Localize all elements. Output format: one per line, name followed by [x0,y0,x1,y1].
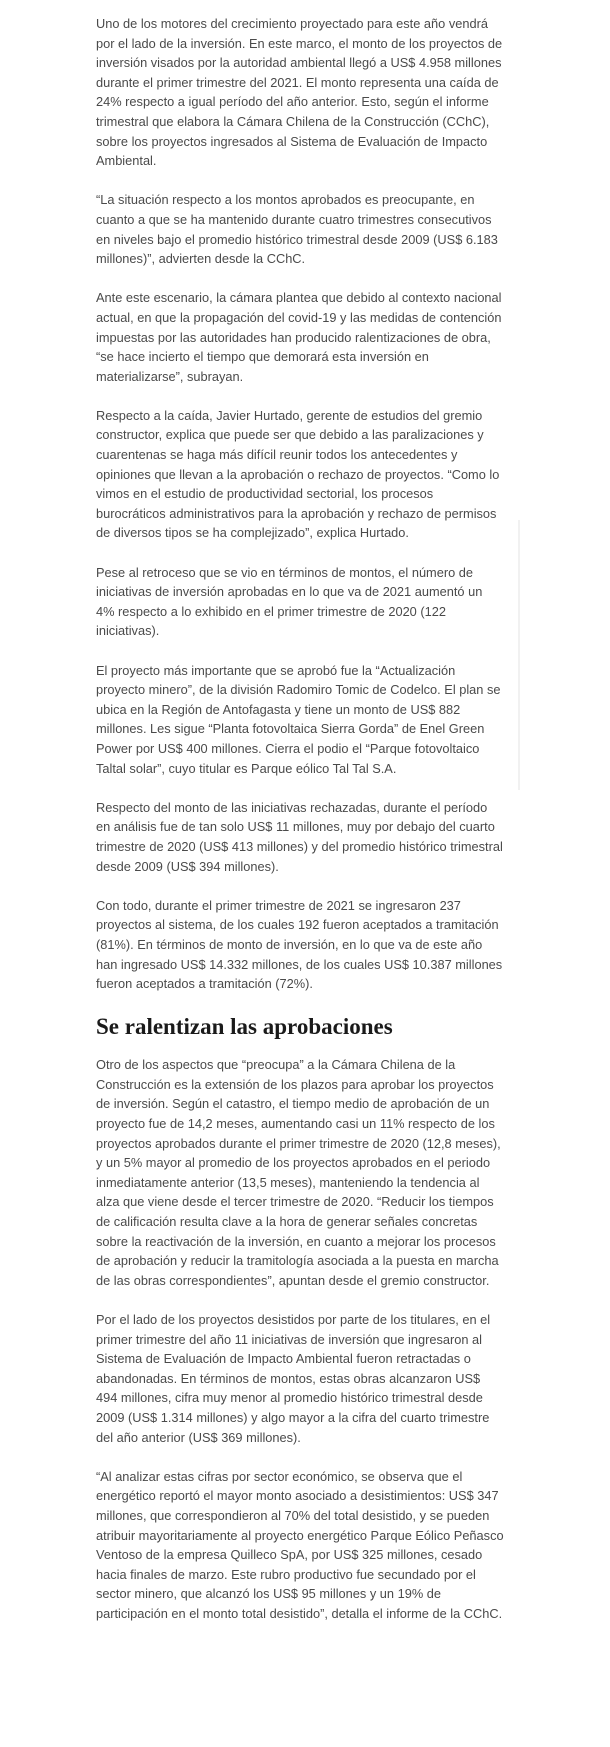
paragraph-intro: Uno de los motores del crecimiento proyectado para este año vendrá por el lado de la inversión. En este marco, el monto de los proyectos de inversión visados por la autoridad ambiental llegó a US$ 4.958 millones durante el primer trimestre del 2021. El monto representa una caída de 24% respecto a igual período del año anterior. Esto, según el informe trimestral que elabora la Cámara Chilena de la Construcción (CChC), sobre los proyectos ingresados al Sistema de Evaluación de Impacto Ambiental. [96,16,503,169]
paragraph-rejected: Respecto del monto de las iniciativas rechazadas, durante el período en análisis fue de tan solo US$ 11 millones, muy por debajo del cuarto trimestre de 2020 (US$ 413 millones) y del promedio histórico trimestral desde 2009 (US$ 394 millones). [96,799,503,874]
paragraph-initiatives-count: Pese al retroceso que se vio en términos de montos, el número de iniciativas de inversión aprobadas en lo que va de 2021 aumentó un 4% respecto a lo exhibido en el primer trimestre de 2020 (122 iniciativas). [96,564,483,639]
article-body [96,14,504,1643]
paragraph-withdrawn: Por el lado de los proyectos desistidos por parte de los titulares, en el primer trimestre del año 11 iniciativas de inversión que ingresaron al Sistema de Evaluación de Impacto Ambiental fueron retractadas o abandonadas. En términos de montos, estas obras alcanzaron US$ 494 millones, cifra muy menor al promedio histórico trimestral desde 2009 (US$ 1.314 millones) y algo mayor a la cifra del cuarto trimestre del año anterior (US$ 369 millones). [96,1312,491,1445]
section-heading: Se ralentizan las aprobaciones [96,1014,393,1040]
paragraph-sector-analysis: “Al analizar estas cifras por sector económico, se observa que el energético reportó el mayor monto asociado a desistimientos: US$ 347 millones, que correspondieron al 70% del total desistido, y se pueden atribuir mayoritariamente al proyecto energético Parque Eólico Peñasco Ventoso de la empresa Quilleco SpA, por US$ 325 millones, cesado hacia finales de marzo. Este rubro productivo fue secundado por el sector minero, que alcanzó los US$ 95 millones y un 19% de participación en el monto total desistido”, detalla el informe de la CChC. [96,1468,504,1621]
side-divider [518,520,520,790]
paragraph-context: Ante este escenario, la cámara plantea que debido al contexto nacional actual, en que la propagación del covid-19 y las medidas de contención impuestas por las autoridades han producido ralentizaciones de obra, “se hace incierto el tiempo que demorará esta inversión en materializarse”, subrayan. [96,290,502,384]
paragraph-totals: Con todo, durante el primer trimestre de 2021 se ingresaron 237 proyectos al sistema, de los cuales 192 fueron aceptados a tramitación (81%). En términos de monto de inversión, en lo que va de este año han ingresado US$ 14.332 millones, de los cuales US$ 10.387 millones fueron aceptados a tramitación (72%). [96,897,503,992]
paragraph-hurtado: Respecto a la caída, Javier Hurtado, gerente de estudios del gremio constructor, explica que puede ser que debido a las paralizaciones y cuarentenas se haga más difícil reunir todos los antecedentes y opiniones que llevan a la aprobación o rechazo de proyectos. “Como lo vimos en el estudio de productividad sectorial, los procesos burocráticos administrativos para la aprobación y rechazo de permisos de diversos tipos se ha complejizado”, explica Hurtado. [96,407,500,541]
paragraph-top-projects: El proyecto más importante que se aprobó fue la “Actualización proyecto minero”, de la división Radomiro Tomic de Codelco. El plan se ubica en la Región de Antofagasta y tiene un monto de US$ 882 millones. Les sigue “Planta fotovoltaica Sierra Gorda” de Enel Green Power por US$ 400 millones. Cierra el podio el “Parque fotovoltaico Taltal solar”, cuyo titular es Parque eólico Tal Tal S.A. [96,662,501,776]
paragraph-approval-times: Otro de los aspectos que “preocupa” a la Cámara Chilena de la Construcción es la extensión de los plazos para aprobar los proyectos de inversión. Según el catastro, el tiempo medio de aprobación de un proyecto fue de 14,2 meses, aumentando casi un 11% respecto de los proyectos aprobados durante el primer trimestre de 2020 (12,8 meses), y un 5% mayor al promedio de los proyectos aprobados en el periodo inmediatamente anterior (13,5 meses), manteniendo la tendencia al alza que viene desde el tercer trimestre de 2020. “Reducir los tiempos de calificación resulta clave a la hora de generar señales concretas sobre la reactivación de la inversión, en cuanto a mejorar los procesos de aprobación y reducir la tramitología asociada a la puesta en marcha de las obras correspondientes”, apuntan desde el gremio constructor. [96,1057,501,1288]
paragraph-quote-situation: “La situación respecto a los montos aprobados es preocupante, en cuanto a que se ha mantenido durante cuatro trimestres consecutivos en niveles bajo el promedio histórico trimestral desde 2009 (US$ 6.183 millones)”, advierten desde la CChC. [96,192,498,267]
